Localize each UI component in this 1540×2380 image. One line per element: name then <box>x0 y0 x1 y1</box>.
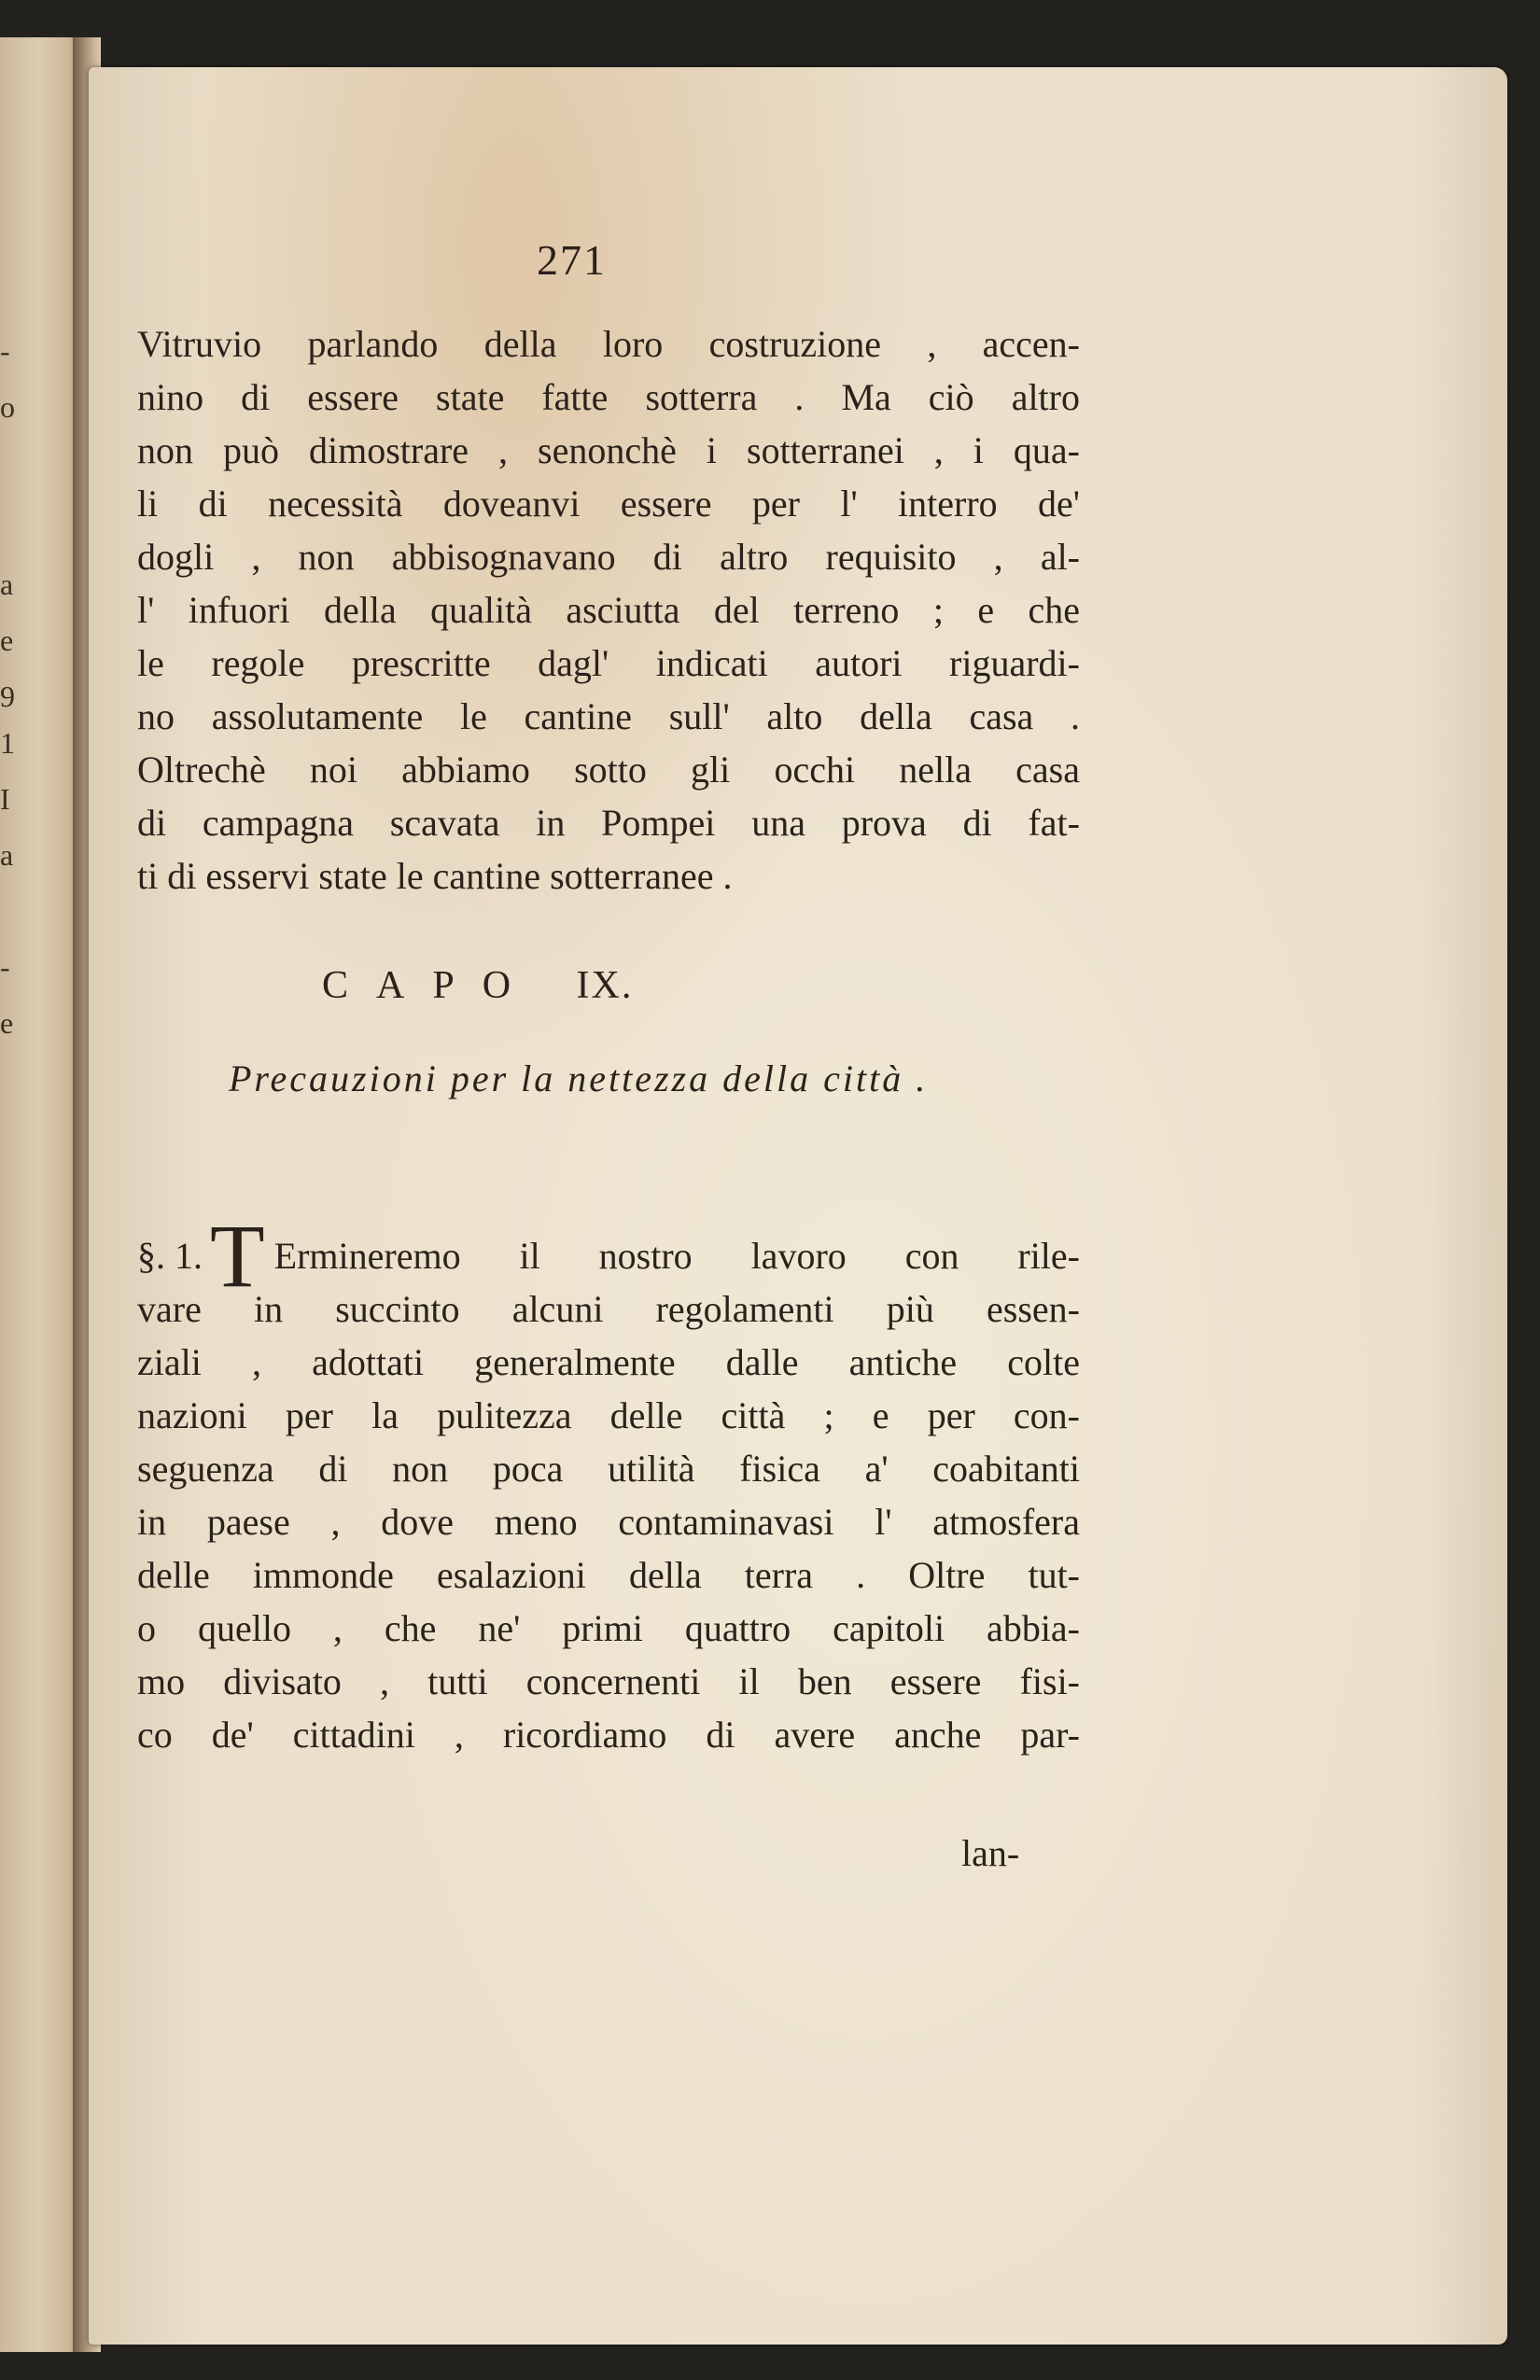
glyph: a <box>0 838 14 872</box>
text-line: di campagna scavata in Pompei una prova di fat- <box>137 802 1080 844</box>
text-line: nazioni per la pulitezza delle città ; e per con- <box>137 1394 1080 1436</box>
text-line: in paese , dove meno contaminavasi l' atmosfera <box>137 1501 1080 1543</box>
paragraph-1 <box>137 317 1080 903</box>
paragraph-2 <box>137 1206 1080 1761</box>
text-line: seguenza di non poca utilità fisica a' coabitanti <box>137 1448 1080 1490</box>
text-line: ziali , adottati generalmente dalle antiche colte <box>137 1341 1080 1383</box>
glyph: 9 <box>0 679 15 713</box>
glyph: 1 <box>0 726 15 760</box>
first-line <box>137 1206 1080 1306</box>
text-line: Oltrechè noi abbiamo sotto gli occhi nella casa <box>137 749 1080 791</box>
text-line: non può dimostrare , senonchè i sotterranei , i qua- <box>137 429 1080 471</box>
book-page <box>89 67 1507 2345</box>
page-number: 271 <box>537 236 607 284</box>
first-line-text: Ermineremo il nostro lavoro con rile- <box>273 1235 1080 1277</box>
text-line: ti di esservi state le cantine sotterranee . <box>137 855 733 897</box>
chapter-subtitle: Precauzioni per la nettezza della città . <box>229 1057 929 1099</box>
glyph: e <box>0 623 14 657</box>
chapter-heading <box>322 963 882 1008</box>
glyph: a <box>0 567 14 601</box>
glyph: - <box>0 950 10 984</box>
glyph: I <box>0 782 10 816</box>
catchword: lan- <box>961 1832 1020 1874</box>
section-mark: §. 1. <box>137 1235 203 1277</box>
chapter-label: CAPO <box>322 964 539 1007</box>
text-line: o quello , che ne' primi quattro capitoli abbia- <box>137 1607 1080 1649</box>
text-line: le regole prescritte dagl' indicati autori riguardi- <box>137 642 1080 684</box>
text-line: co de' cittadini , ricordiamo di avere anche par- <box>137 1714 1080 1756</box>
glyph: e <box>0 1006 14 1040</box>
text-line: mo divisato , tutti concernenti il ben essere fisi- <box>137 1660 1080 1702</box>
text-line: Vitruvio parlando della loro costruzione , accen- <box>137 323 1080 365</box>
text-line: delle immonde esalazioni della terra . Oltre tut- <box>137 1554 1080 1596</box>
chapter-number: IX. <box>576 964 634 1007</box>
text-line: nino di essere state fatte sotterra . Ma ciò altro <box>137 376 1080 418</box>
drop-cap: T <box>210 1206 265 1306</box>
glyph: o <box>0 390 15 424</box>
text-line: li di necessità doveanvi essere per l' interro de' <box>137 483 1080 525</box>
text-line: dogli , non abbisognavano di altro requisito , al- <box>137 536 1080 578</box>
text-line: l' infuori della qualità asciutta del terreno ; e che <box>137 589 1080 631</box>
text-line: vare in succinto alcuni regolamenti più essen- <box>137 1288 1080 1330</box>
glyph: - <box>0 334 10 368</box>
text-line: no assolutamente le cantine sull' alto della casa . <box>137 695 1080 737</box>
